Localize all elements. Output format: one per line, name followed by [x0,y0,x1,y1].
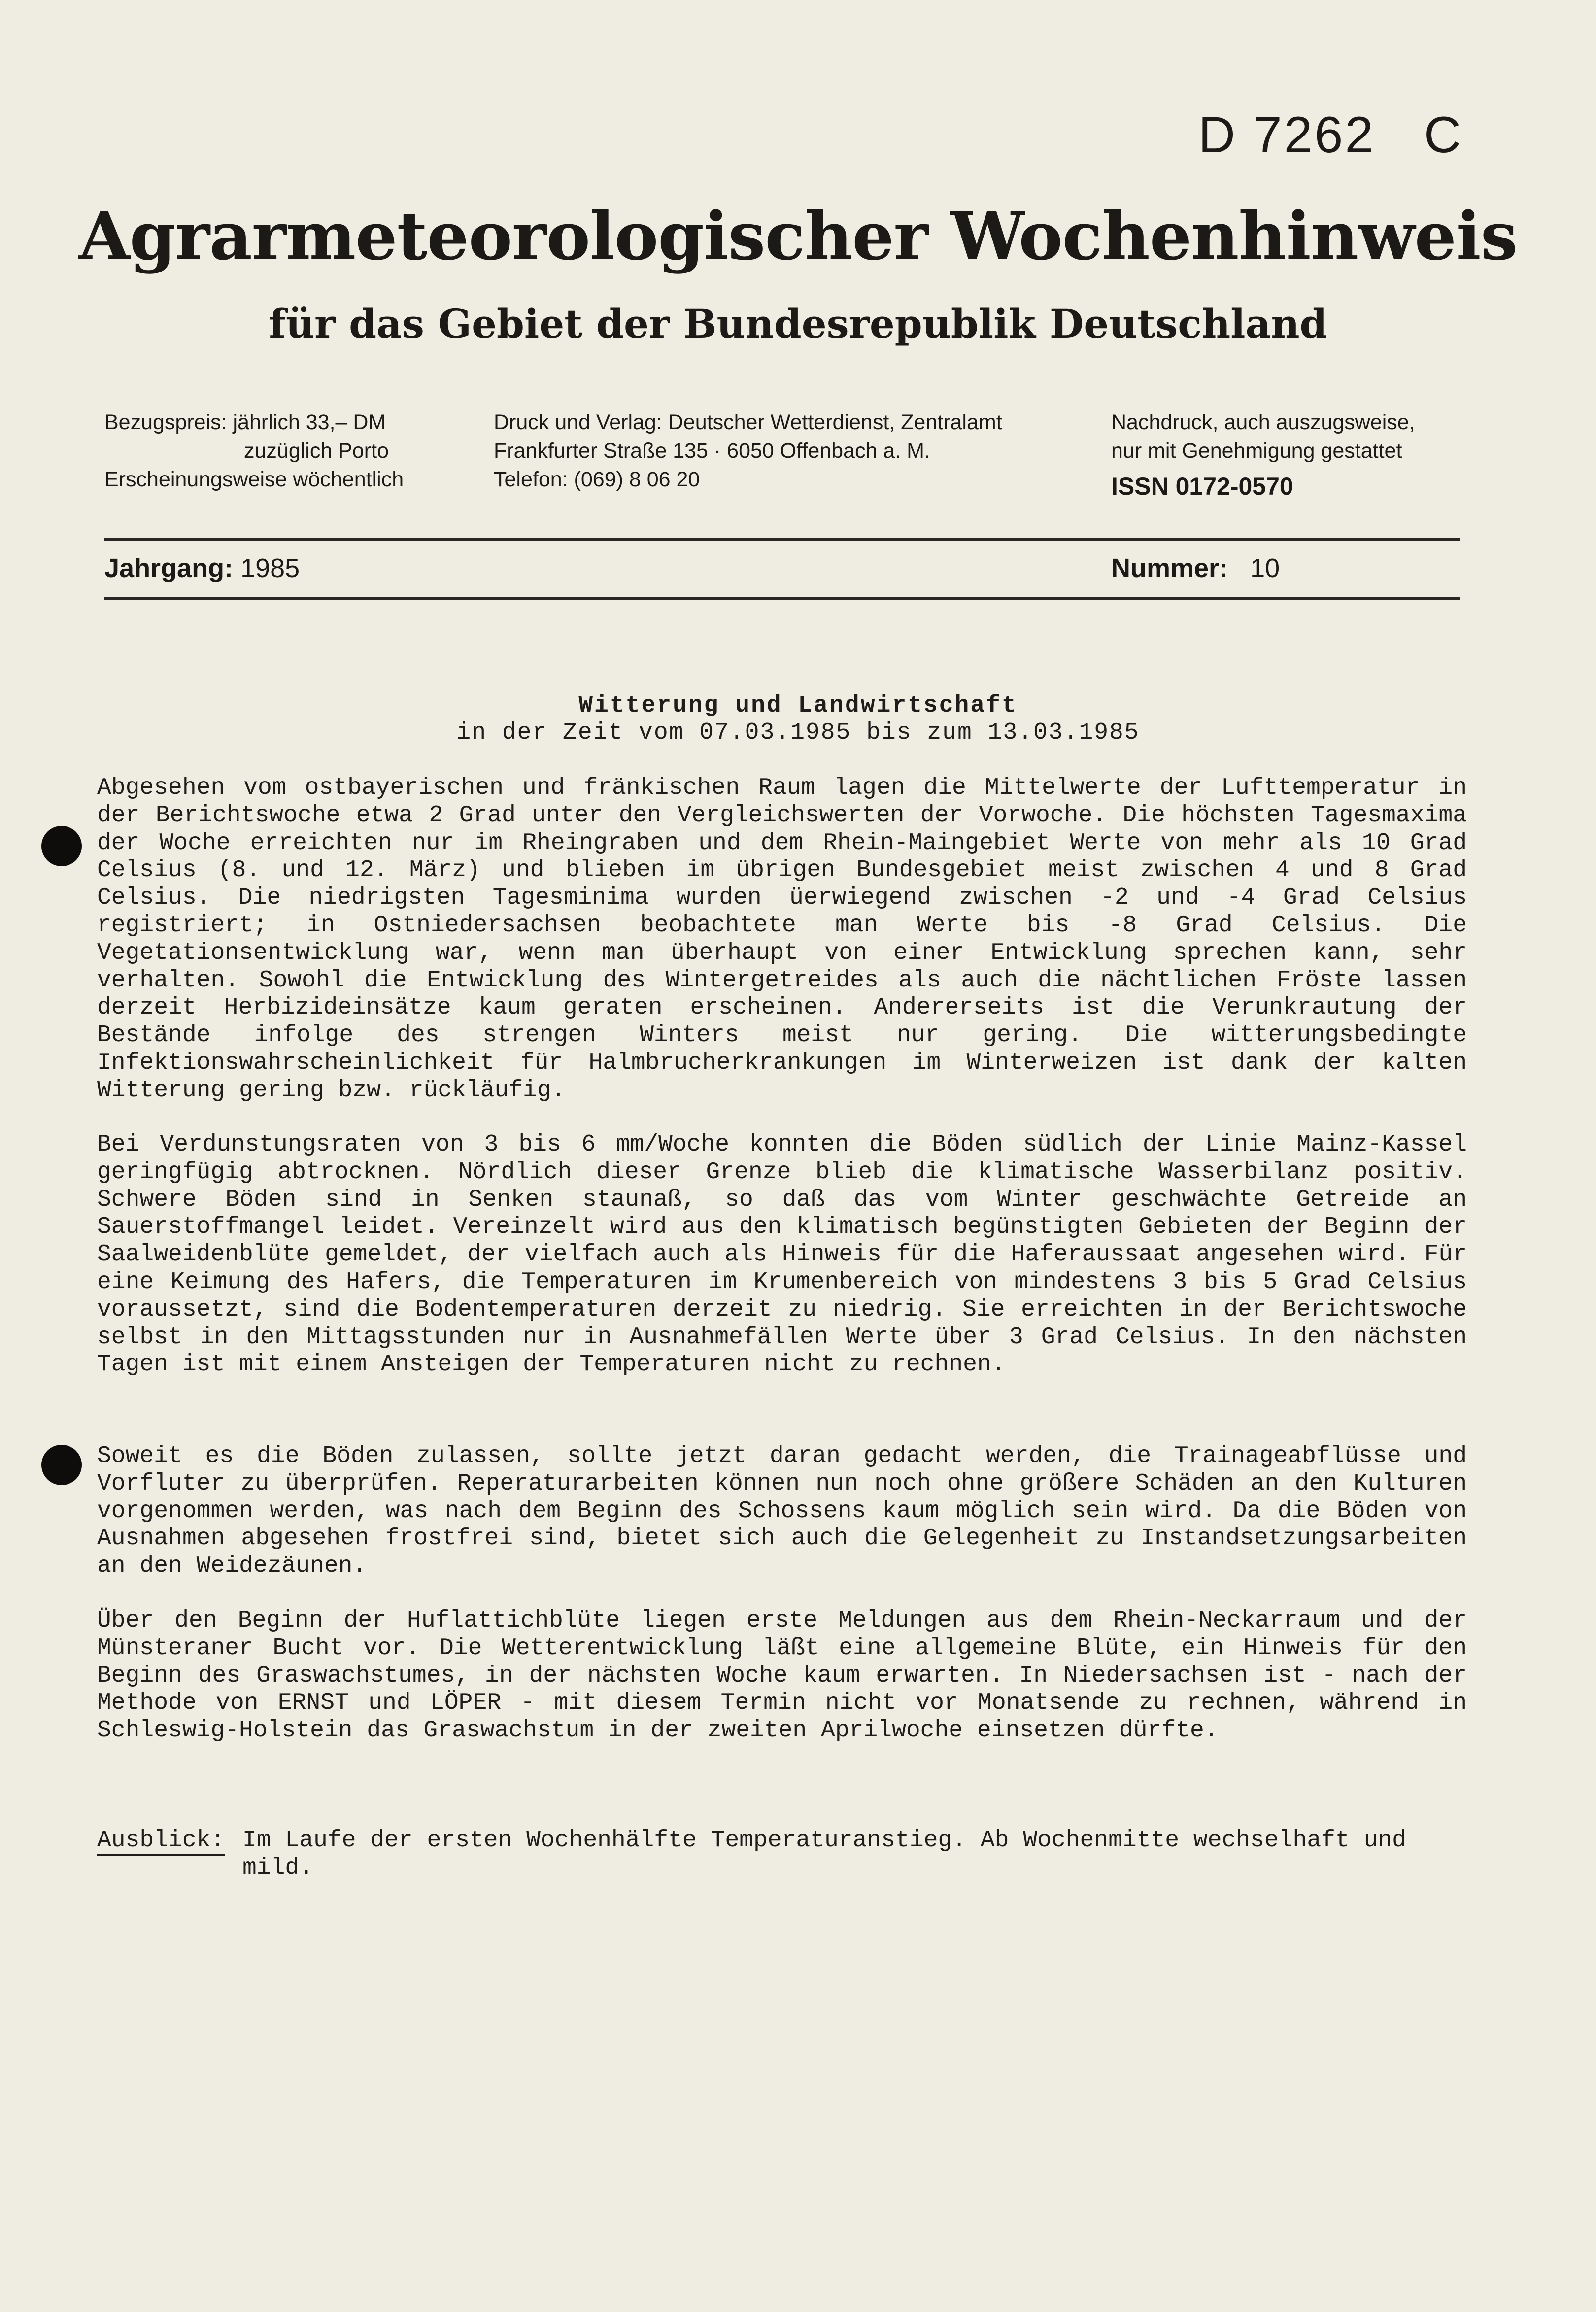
publication-title: Agrarmeteorologischer Wochenhinweis [78,197,1518,275]
article-period: in der Zeit vom 07.03.1985 bis zum 13.03.1985 [456,719,1140,746]
document-code: D 7262 C [1198,106,1463,164]
issn: ISSN 0172-0570 [1111,473,1293,500]
outlook-text: Im Laufe der ersten Wochenhälfte Temperaturanstieg. Ab Wochenmitte wechselhaft und mild. [242,1827,1406,1881]
paragraph-3: Soweit es die Böden zulassen, sollte jetzt daran gedacht werden, die Trainageabflüsse und Vorfluter zu überprüfen. Reperaturarbeiten können nun noch ohne größere Schäden an den Kulturen vorgenommen werden, was nach dem Beginn des Schossens kaum möglich sein wird. Da die Böden von Ausnahmen abgesehen frostfrei sind, bietet sich auch die Gelegenheit zu Instandsetzungsarbeiten an den Weidezäunen. [97,1443,1467,1580]
year-value: 1985 [240,553,300,583]
frequency-line: Erscheinungsweise wöchentlich [104,468,404,491]
permission-line: nur mit Genehmigung gestattet [1111,439,1402,463]
year-label: Jahrgang: [104,553,234,583]
bottom-rule [104,597,1460,600]
punch-hole-top [41,826,82,866]
number-label: Nummer: [1111,553,1228,583]
reprint-line: Nachdruck, auch auszugsweise, [1111,410,1415,434]
article-heading: Witterung und Landwirtschaft [578,692,1018,719]
address-line: Frankfurter Straße 135 · 6050 Offenbach a. M. [494,439,930,463]
number-value: 10 [1250,553,1280,583]
reprint-info [1111,408,1415,501]
publisher-line: Druck und Verlag: Deutscher Wetterdienst, Zentralamt [494,410,1002,434]
top-rule [104,538,1460,541]
punch-hole-bottom [41,1445,82,1485]
subscription-info [104,408,404,494]
outlook-label: Ausblick: [97,1827,225,1856]
postage-line: zuzüglich Porto [244,439,389,463]
paragraph-1: Abgesehen vom ostbayerischen und fränkischen Raum lagen die Mittelwerte der Lufttemperatur in der Berichtswoche etwa 2 Grad unter den Vergleichswerten der Vorwoche. Die höchsten Tagesmaxima der Woche erreichten nur im Rheingraben und dem Rhein-Maingebiet Werte von mehr als 10 Grad Celsius (8. und 12. März) und blieben im übrigen Bundesgebiet meist zwischen 4 und 8 Grad Celsius. Die niedrigsten Tagesminima wurden üerwiegend zwischen -2 und -4 Grad Celsius registriert; in Ostniedersachsen beobachtete man Werte bis -8 Grad Celsius. Die Vegetationsentwicklung war, wenn man überhaupt von einer Entwicklung sprechen kann, sehr verhalten. Sowohl die Entwicklung des Wintergetreides als auch die nächtlichen Fröste lassen derzeit Herbizideinsätze kaum geraten erscheinen. Andererseits ist die Verunkrautung der Bestände infolge des strengen Winters meist nur gering. Die witterungsbedingte Infektionswahrscheinlichkeit für Halmbrucherkrankungen im Winterweizen ist dank der kalten Witterung gering bzw. rückläufig. [97,775,1467,1104]
price-line: Bezugspreis: jährlich 33,– DM [104,410,386,434]
number-field [1111,553,1280,583]
publisher-info [494,408,1002,494]
paragraph-4: Über den Beginn der Huflattichblüte liegen erste Meldungen aus dem Rhein-Neckarraum und der Münsteraner Bucht vor. Die Wetterentwicklung läßt eine allgemeine Blüte, ein Hinweis für den Beginn des Graswachstumes, in der nächsten Woche kaum erwarten. In Niedersachsen ist - nach der Methode von ERNST und LÖPER - mit diesem Termin nicht vor Monatsende zu rechnen, während in Schleswig-Holstein das Graswachstum in der zweiten Aprilwoche einsetzen dürfte. [97,1607,1467,1744]
year-field [104,553,300,583]
phone-line: Telefon: (069) 8 06 20 [494,468,700,491]
publication-subtitle: für das Gebiet der Bundesrepublik Deutschland [269,301,1327,347]
paragraph-2: Bei Verdunstungsraten von 3 bis 6 mm/Woche konnten die Böden südlich der Linie Mainz-Kassel geringfügig abtrocknen. Nördlich dieser Grenze blieb die klimatische Wasserbilanz positiv. Schwere Böden sind in Senken staunaß, so daß das vom Winter geschwächte Getreide an Sauerstoffmangel leidet. Vereinzelt wird aus den klimatisch begünstigten Gebieten der Beginn der Saalweidenblüte gemeldet, der vielfach auch als Hinweis für die Haferaussaat angesehen wird. Für eine Keimung des Hafers, die Temperaturen im Krumenbereich von mindestens 3 bis 5 Grad Celsius voraussetzt, sind die Bodentemperaturen derzeit zu niedrig. Sie erreichten in der Berichtswoche selbst in den Mittagsstunden nur in Ausnahmefällen Werte über 3 Grad Celsius. In den nächsten Tagen ist mit einem Ansteigen der Temperaturen nicht zu rechnen. [97,1131,1467,1378]
